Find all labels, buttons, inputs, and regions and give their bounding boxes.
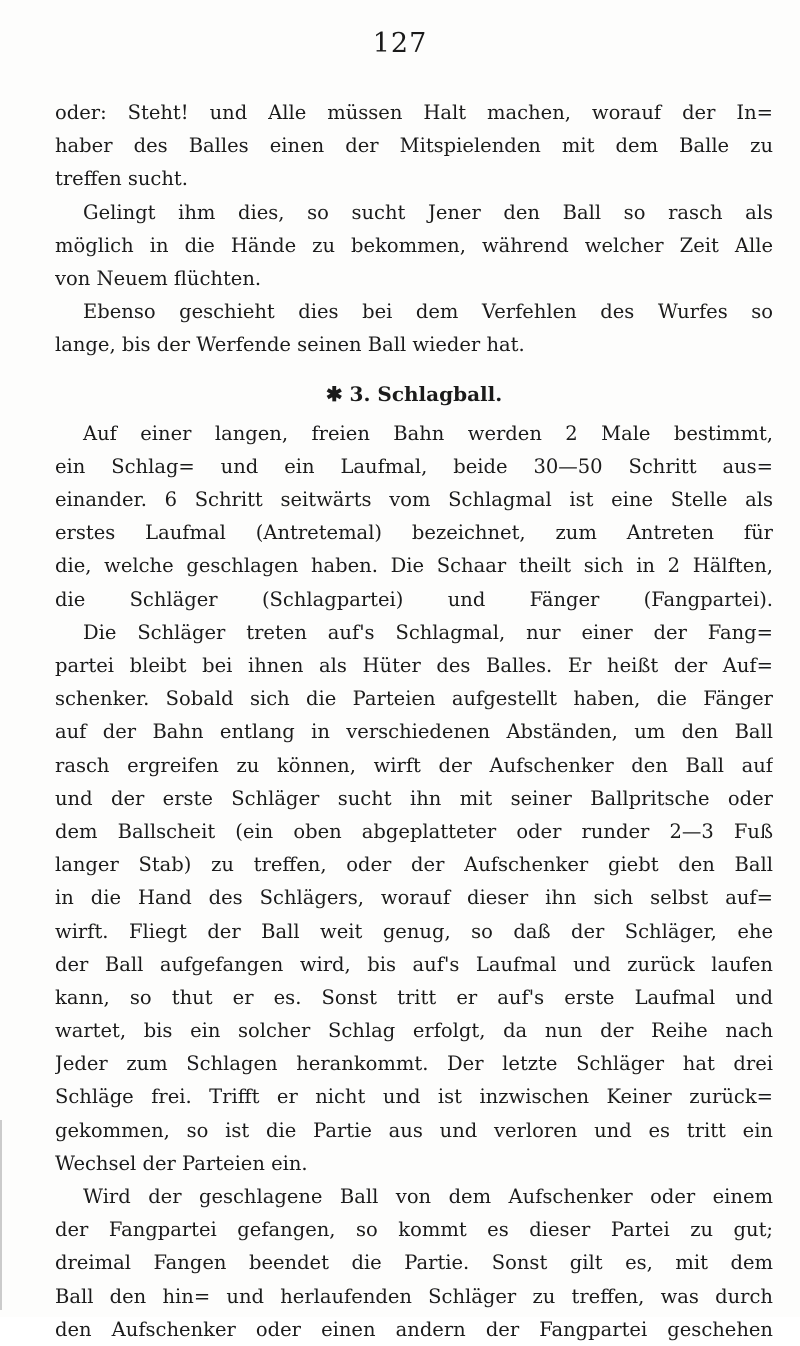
text-line: Jeder zum Schlagen herankommt. Der letzte Schläger hat drei <box>55 1052 773 1076</box>
page-number: 127 <box>372 28 428 59</box>
paragraph <box>55 196 773 296</box>
text-line: der Ball aufgefangen wird, bis auf's Laufmal und zurück laufen <box>55 952 773 976</box>
text-line: Wird der geschlagene Ball von dem Aufschenker oder einem <box>83 1185 773 1208</box>
text-line: langer Stab) zu treffen, oder der Aufschenker giebt den Ball <box>55 853 773 877</box>
text-line: Gelingt ihm dies, so sucht Jener den Ball so rasch als <box>83 200 773 224</box>
text-line: Die Schläger treten auf's Schlagmal, nur einer der Fang= <box>83 620 773 644</box>
text-line: wirft. Fliegt der Ball weit genug, so daß der Schläger, ehe <box>55 919 773 943</box>
text-line: gekommen, so ist die Partie aus und verloren und es tritt ein <box>55 1118 773 1142</box>
paragraph <box>55 295 773 361</box>
text-line: Auf einer langen, freien Bahn werden 2 Male bestimmt, <box>83 421 773 445</box>
body-text <box>55 96 773 1346</box>
text-line: Ball den hin= und herlaufenden Schläger zu treffen, was durch <box>55 1284 773 1308</box>
text-line: dreimal Fangen beendet die Partie. Sonst gilt es, mit dem <box>55 1251 773 1275</box>
text-line: oder: Steht! und Alle müssen Halt machen, worauf der In= <box>55 101 773 124</box>
text-line: dem Ballscheit (ein oben abgeplatteter oder runder 2—3 Fuß <box>55 819 773 843</box>
text-line: die Schläger (Schlagpartei) und Fänger (Fangpartei). <box>55 587 773 611</box>
text-line: erstes Laufmal (Antretemal) bezeichnet, zum Antreten für <box>55 521 773 545</box>
text-line: partei bleibt bei ihnen als Hüter des Balles. Er heißt der Auf= <box>55 654 773 677</box>
text-line: der Fangpartei gefangen, so kommt es dieser Partei zu gut; <box>55 1218 773 1242</box>
text-line: die, welche geschlagen haben. Die Schaar theilt sich in 2 Hälften, <box>55 554 773 578</box>
text-line: ein Schlag= und ein Laufmal, beide 30—50 Schritt aus= <box>55 454 773 478</box>
text-line: Ebenso geschieht dies bei dem Verfehlen des Wurfes so <box>83 300 773 324</box>
text-line: haber des Balles einen der Mitspielenden mit dem Balle zu <box>55 134 773 158</box>
paragraph <box>55 417 773 1180</box>
text-line: wartet, bis ein solcher Schlag erfolgt, da nun der Reihe nach <box>55 1019 773 1043</box>
page-edge-shadow <box>0 1120 2 1310</box>
paragraph-continuation <box>55 96 773 196</box>
text-line: treffen sucht. <box>55 167 188 191</box>
section-heading: ✱ 3. Schlagball. <box>325 381 503 406</box>
text-line: rasch ergreifen zu können, wirft der Aufschenker den Ball auf <box>55 753 773 777</box>
text-line: auf der Bahn entlang in verschiedenen Abständen, um den Ball <box>55 720 773 744</box>
text-line: möglich in die Hände zu bekommen, während welcher Zeit Alle <box>55 233 773 257</box>
text-line: in die Hand des Schlägers, worauf dieser ihn sich selbst auf= <box>55 886 773 910</box>
text-line: kann, so thut er es. Sonst tritt er auf's erste Laufmal und <box>55 985 773 1009</box>
text-line: lange, bis der Werfende seinen Ball wieder hat. <box>55 333 525 357</box>
text-line: schenker. Sobald sich die Parteien aufgestellt haben, die Fänger <box>55 687 773 711</box>
text-line: einander. 6 Schritt seitwärts vom Schlagmal ist eine Stelle als <box>55 488 773 512</box>
text-line: und der erste Schläger sucht ihn mit seiner Ballpritsche oder <box>55 786 773 810</box>
text-line: von Neuem flüchten. <box>55 266 262 290</box>
text-line: Schläge frei. Trifft er nicht und ist inzwischen Keiner zurück= <box>55 1085 773 1109</box>
paragraph <box>55 1180 773 1346</box>
text-line: Wechsel der Parteien ein. <box>55 1151 308 1175</box>
text-line: den Aufschenker oder einen andern der Fangpartei geschehen <box>55 1317 773 1341</box>
